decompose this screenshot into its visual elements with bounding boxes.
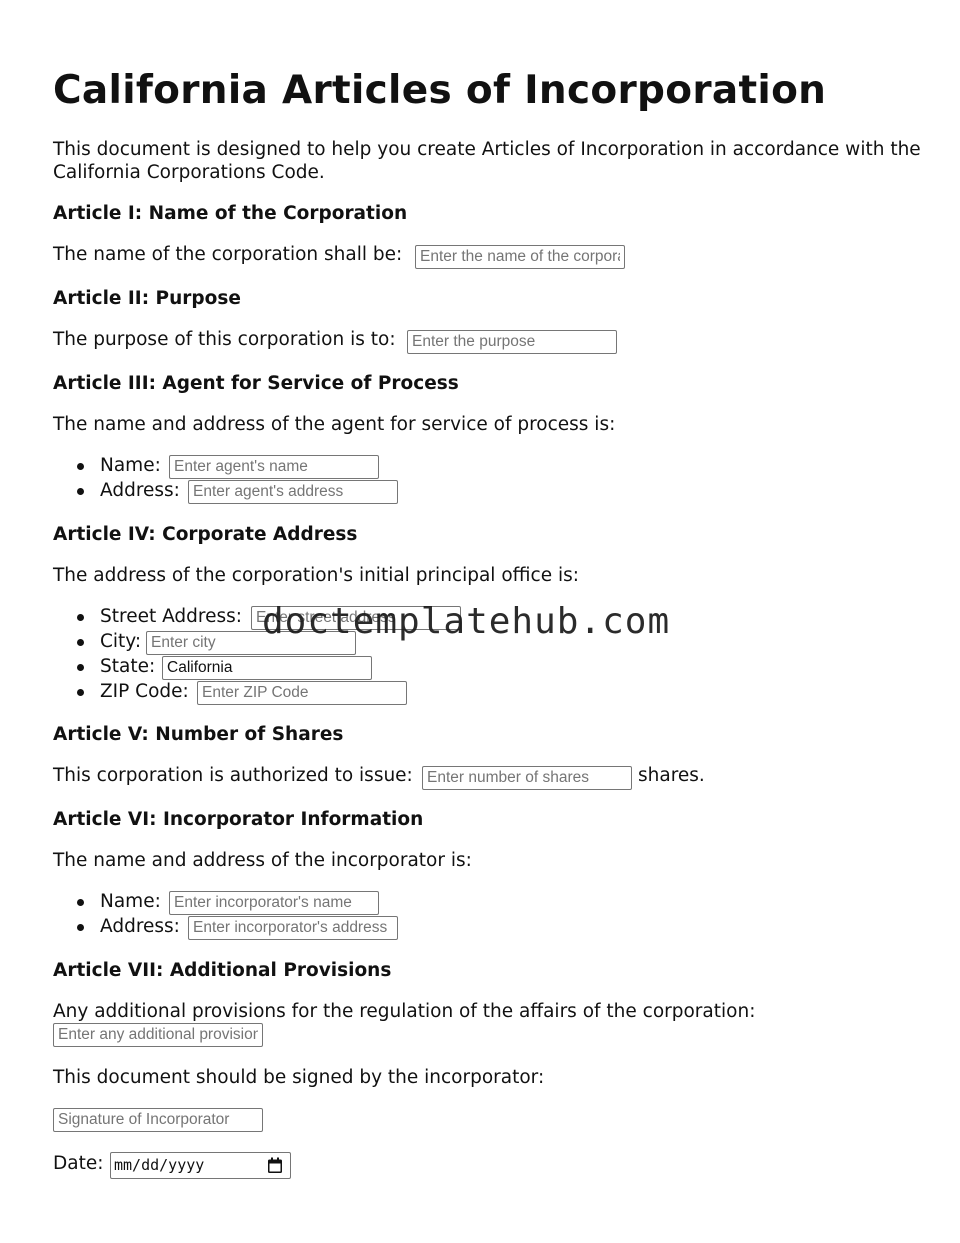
calendar-icon[interactable] (267, 1157, 283, 1174)
bullet-icon (77, 639, 84, 646)
zip-label: ZIP Code: (100, 681, 189, 702)
article-1-heading: Article I: Name of the Corporation (53, 203, 408, 224)
article-3-text: The name and address of the agent for service of process is: (53, 414, 616, 435)
agent-name-input[interactable] (169, 455, 379, 479)
article-5-row (53, 764, 413, 788)
article-4-heading: Article IV: Corporate Address (53, 524, 358, 545)
date-format-text: mm/dd/yyyy (114, 1156, 205, 1174)
bullet-icon (77, 463, 84, 470)
agent-name-label: Name: (100, 455, 161, 476)
bullet-icon (77, 924, 84, 931)
agent-address-label: Address: (100, 480, 180, 501)
additional-provisions-input[interactable] (53, 1023, 263, 1047)
signature-text: This document should be signed by the incorporator: (53, 1067, 545, 1088)
incorporator-name-label: Name: (100, 891, 161, 912)
article-1-row (53, 243, 402, 267)
state-label: State: (100, 656, 156, 677)
article-6-heading: Article VI: Incorporator Information (53, 809, 424, 830)
agent-address-input[interactable] (188, 480, 398, 504)
bullet-icon (77, 488, 84, 495)
street-label: Street Address: (100, 606, 243, 627)
state-input[interactable] (162, 656, 372, 680)
corporation-name-input[interactable] (415, 245, 625, 269)
date-label: Date: (53, 1153, 104, 1174)
article-5-heading: Article V: Number of Shares (53, 724, 344, 745)
bullet-icon (77, 614, 84, 621)
article-6-text: The name and address of the incorporator is: (53, 850, 472, 871)
street-input[interactable] (251, 606, 461, 630)
article-7-heading: Article VII: Additional Provisions (53, 960, 392, 981)
watermark-text: doctemplatehub.com (262, 601, 671, 642)
incorporator-address-input[interactable] (188, 916, 398, 940)
article-3-heading: Article III: Agent for Service of Process (53, 373, 459, 394)
article-4-text: The address of the corporation's initial principal office is: (53, 565, 579, 586)
signature-input[interactable] (53, 1108, 263, 1132)
article-1-label: The name of the corporation shall be: (53, 244, 403, 265)
bullet-icon (77, 899, 84, 906)
bullet-icon (77, 689, 84, 696)
article-2-label: The purpose of this corporation is to: (53, 329, 396, 350)
incorporator-name-input[interactable] (169, 891, 379, 915)
article-2-heading: Article II: Purpose (53, 288, 241, 309)
date-input[interactable] (110, 1152, 291, 1179)
article-7-text: Any additional provisions for the regulation of the affairs of the corporation: (53, 1001, 756, 1022)
shares-input[interactable] (422, 766, 632, 790)
zip-input[interactable] (197, 681, 407, 705)
article-2-row (53, 328, 396, 352)
incorporator-address-label: Address: (100, 916, 180, 937)
bullet-icon (77, 664, 84, 671)
shares-suffix: shares. (638, 765, 705, 786)
purpose-input[interactable] (407, 330, 617, 354)
city-input[interactable] (146, 631, 356, 655)
intro-text: This document is designed to help you create Articles of Incorporation in accordance with the California Corporations Code. (53, 139, 921, 183)
city-label: City: (100, 631, 142, 652)
page-title: California Articles of Incorporation (53, 68, 827, 113)
article-5-label: This corporation is authorized to issue: (53, 765, 413, 786)
